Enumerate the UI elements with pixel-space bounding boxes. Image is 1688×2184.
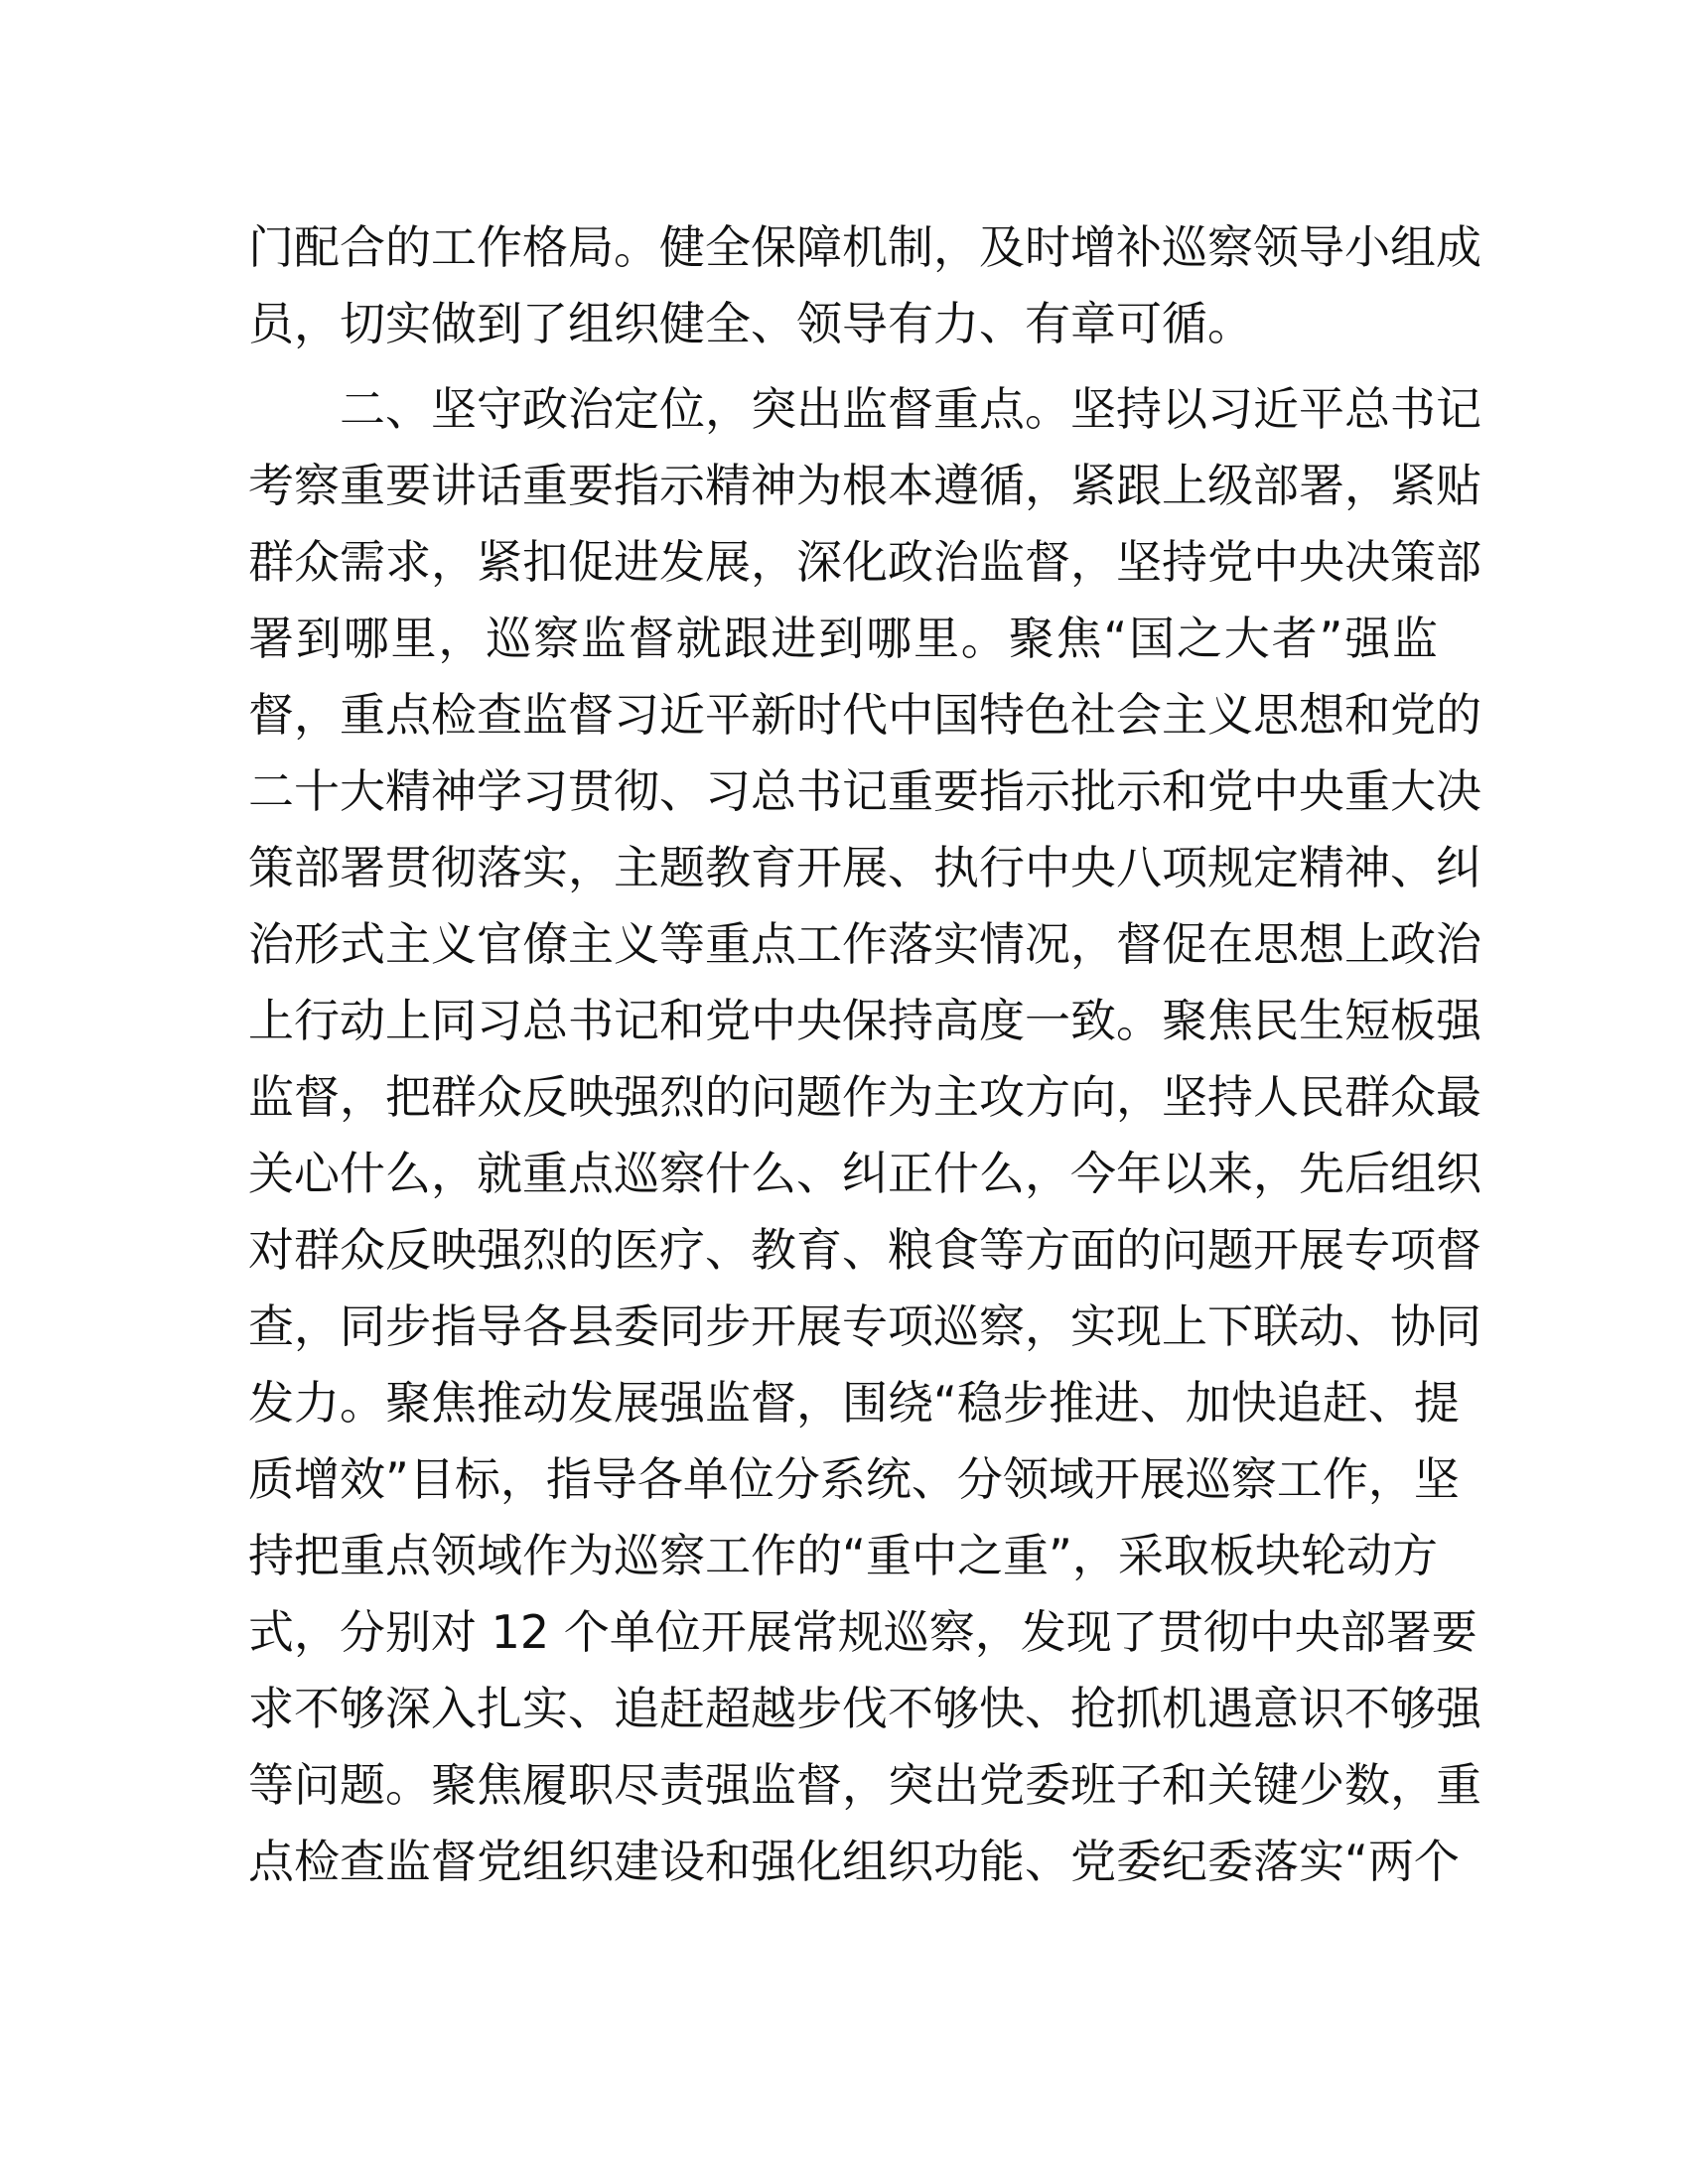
body-text-line: 署到哪里，巡察监督就跟进到哪里。聚焦“国之大者”强监 [248,612,1438,665]
body-text-line: 二十大精神学习贯彻、习总书记重要指示批示和党中央重大决 [248,764,1481,818]
body-text-line: 群众需求，紧扣促进发展，深化政治监督，坚持党中央决策部 [248,535,1481,589]
body-text-line: 督，重点检查监督习近平新时代中国特色社会主义思想和党的 [248,688,1481,742]
body-text-line: 持把重点领域作为巡察工作的“重中之重”，采取板块轮动方 [248,1529,1438,1582]
paragraph-heading-line: 二、坚守政治定位，突出监督重点。坚持以习近平总书记 [340,382,1481,436]
body-text-line: 治形式主义官僚主义等重点工作落实情况，督促在思想上政治 [248,917,1481,971]
body-text-line: 式，分别对 12 个单位开展常规巡察，发现了贯彻中央部署要 [248,1605,1477,1659]
body-text-line: 监督，把群众反映强烈的问题作为主攻方向，坚持人民群众最 [248,1070,1481,1124]
body-text-line: 考察重要讲话重要指示精神为根本遵循，紧跟上级部署，紧贴 [248,459,1481,512]
body-text-line: 员，切实做到了组织健全、领导有力、有章可循。 [248,297,1253,350]
body-text-line: 对群众反映强烈的医疗、教育、粮食等方面的问题开展专项督 [248,1223,1481,1277]
body-text-line: 点检查监督党组织建设和强化组织功能、党委纪委落实“两个 [248,1835,1460,1888]
body-text-line: 门配合的工作格局。健全保障机制，及时增补巡察领导小组成 [248,220,1481,274]
body-text-line: 质增效”目标，指导各单位分系统、分领域开展巡察工作，坚 [248,1452,1460,1506]
body-text-line: 发力。聚焦推动发展强监督，围绕“稳步推进、加快追赶、提 [248,1376,1460,1430]
body-text-line: 求不够深入扎实、追赶超越步伐不够快、抢抓机遇意识不够强 [248,1682,1481,1735]
body-text-line: 等问题。聚焦履职尽责强监督，突出党委班子和关键少数，重 [248,1758,1481,1812]
body-text-line: 上行动上同习总书记和党中央保持高度一致。聚焦民生短板强 [248,994,1481,1047]
body-text-line: 策部署贯彻落实，主题教育开展、执行中央八项规定精神、纠 [248,841,1481,894]
body-text-line: 关心什么，就重点巡察什么、纠正什么，今年以来，先后组织 [248,1147,1481,1200]
body-text-line: 查，同步指导各县委同步开展专项巡察，实现上下联动、协同 [248,1299,1481,1353]
